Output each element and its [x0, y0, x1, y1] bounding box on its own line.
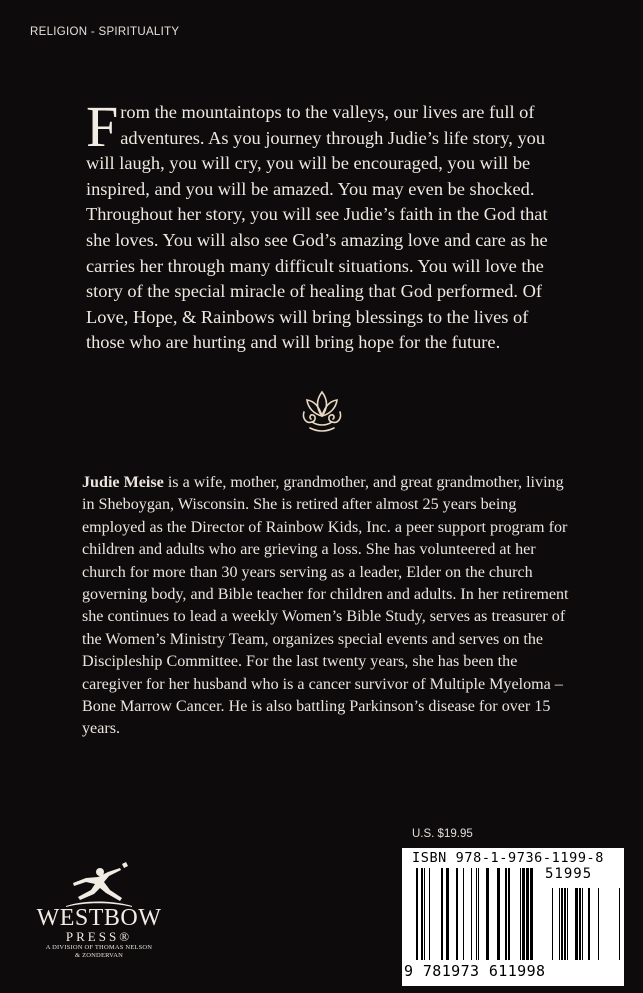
- barcode-digits: 9 781973 611998: [404, 962, 546, 980]
- back-cover-blurb: [86, 94, 566, 356]
- genre-label: RELIGION - SPIRITUALITY: [30, 26, 180, 38]
- runner-figure-icon: [64, 860, 134, 908]
- lotus-ornament-icon: [296, 386, 348, 438]
- publisher-logo: [24, 860, 174, 980]
- author-bio: [82, 472, 576, 741]
- barcode-addon-digits: 51995: [545, 866, 593, 882]
- publisher-name: WESTBOW: [36, 905, 162, 931]
- drop-cap: F: [86, 94, 119, 159]
- publisher-press: PRESS®: [65, 929, 133, 944]
- publisher-division-line2: & ZONDERVAN: [75, 952, 123, 959]
- isbn-label: ISBN 978-1-9736-1199-8: [412, 850, 605, 866]
- blurb-text: rom the mountaintops to the valleys, our lives are full of adventures. As you journey through Judie’s life story, you will laugh, you will cry, you will be encouraged, you will be inspired, and you will be amazed. You may even be shocked. Throughout her story, you will see Judie’s faith in the God that she loves. You will also see God’s amazing love and care as he carries her through many difficult situations. You will love the story of the special miracle of healing that God performed. Of Love, Hope, & Rainbows will bring blessings to the lives of those who are hurting and will bring hope for the future.: [86, 102, 548, 353]
- barcode-bars: [406, 868, 622, 964]
- author-bio-text: is a wife, mother, grandmother, and great grandmother, living in Sheboygan, Wisconsin. She is retired after almost 25 years being employed as the Director of Rainbow Kids, Inc. a peer support program for children and adults who are grieving a loss. She has volunteered at her church for more than 30 years serving as a leader, Elder on the church governing body, and Bible teacher for children and adults. In her retirement she continues to lead a weekly Women’s Bible Study, serves as treasurer of the Women’s Ministry Team, organizes special events and serves on the Discipleship Committee. For the last twenty years, she has been the caregiver for her husband who is a cancer survivor of Multiple Myeloma – Bone Marrow Cancer. He is also battling Parkinson’s disease for over 15 years.: [82, 474, 569, 738]
- author-name: Judie Meise: [82, 474, 164, 491]
- publisher-division-line1: A DIVISION OF THOMAS NELSON: [45, 944, 153, 951]
- isbn-barcode: [402, 848, 624, 986]
- price-label: U.S. $19.95: [412, 828, 473, 840]
